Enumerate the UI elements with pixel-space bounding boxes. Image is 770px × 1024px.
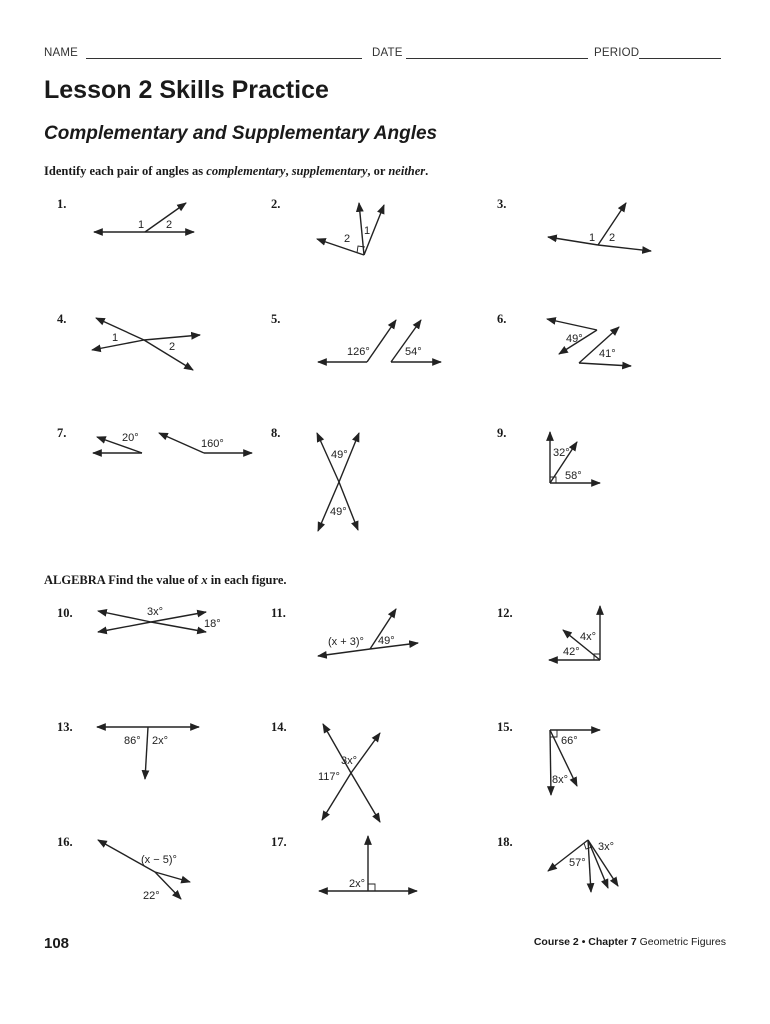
svg-text:160°: 160°	[201, 438, 224, 450]
problem-number: 7.	[57, 426, 67, 440]
figure-14	[318, 724, 380, 822]
svg-text:86°: 86°	[124, 735, 141, 747]
svg-text:49°: 49°	[331, 449, 348, 461]
name-label: NAME	[44, 47, 79, 59]
problem-number: 13.	[57, 720, 73, 734]
course-footer: Course 2 • Chapter 7 Geometric Figures	[533, 936, 726, 948]
algebra-instructions: ALGEBRA Find the value of x in each figure.	[44, 573, 287, 587]
svg-text:20°: 20°	[122, 432, 139, 444]
problem-number: 9.	[497, 426, 507, 440]
figure-15	[550, 730, 600, 795]
svg-text:8x°: 8x°	[552, 774, 569, 786]
problem-number: 16.	[57, 835, 73, 849]
page-title: Lesson 2 Skills Practice	[44, 76, 329, 104]
svg-text:1: 1	[589, 232, 596, 244]
svg-text:2: 2	[169, 341, 176, 353]
svg-text:32°: 32°	[553, 447, 570, 459]
problem-number: 5.	[271, 312, 281, 326]
svg-text:54°: 54°	[405, 346, 422, 358]
svg-text:4x°: 4x°	[580, 631, 597, 643]
problem-number: 11.	[271, 606, 286, 620]
problem-number: 2.	[271, 197, 281, 211]
problem-number: 15.	[497, 720, 513, 734]
svg-text:3x°: 3x°	[147, 606, 164, 618]
problem-number: 14.	[271, 720, 287, 734]
svg-text:(x − 5)°: (x − 5)°	[141, 854, 177, 866]
svg-text:117°: 117°	[318, 771, 340, 783]
problem-number: 18.	[497, 835, 513, 849]
svg-text:2x°: 2x°	[152, 735, 169, 747]
figure-10	[98, 606, 221, 632]
svg-text:49°: 49°	[566, 333, 583, 345]
problem-number: 17.	[271, 835, 287, 849]
svg-text:1: 1	[364, 225, 371, 237]
figure-18	[548, 840, 618, 892]
svg-text:1: 1	[112, 332, 119, 344]
svg-text:2: 2	[166, 219, 173, 231]
identify-instructions: Identify each pair of angles as complementary, supplementary, or neither.	[44, 164, 429, 178]
svg-text:58°: 58°	[565, 470, 582, 482]
svg-text:42°: 42°	[563, 646, 580, 658]
svg-text:126°: 126°	[347, 346, 370, 358]
problem-number: 12.	[497, 606, 513, 620]
svg-text:49°: 49°	[330, 506, 347, 518]
figure-13	[97, 727, 199, 779]
svg-text:41°: 41°	[599, 348, 616, 360]
svg-text:66°: 66°	[561, 735, 578, 747]
figure-17	[319, 836, 417, 891]
page-number: 108	[44, 935, 70, 952]
svg-text:(x + 3)°: (x + 3)°	[328, 636, 364, 648]
svg-text:22°: 22°	[143, 890, 160, 902]
period-label: PERIOD	[594, 47, 640, 59]
figure-12	[549, 606, 600, 660]
problem-number: 8.	[271, 426, 281, 440]
svg-text:57°: 57°	[569, 857, 586, 869]
svg-text:2x°: 2x°	[349, 878, 366, 890]
svg-text:18°: 18°	[204, 618, 221, 630]
svg-text:2: 2	[609, 232, 616, 244]
problem-number: 4.	[57, 312, 67, 326]
svg-text:2: 2	[344, 233, 351, 245]
date-label: DATE	[372, 47, 403, 59]
svg-text:3x°: 3x°	[598, 841, 615, 853]
page-subtitle: Complementary and Supplementary Angles	[44, 123, 438, 144]
problem-number: 1.	[57, 197, 67, 211]
svg-text:1: 1	[138, 219, 145, 231]
figure-11	[318, 609, 418, 656]
figure-16	[98, 840, 190, 902]
svg-text:3x°: 3x°	[341, 755, 358, 767]
problem-number: 3.	[497, 197, 507, 211]
svg-text:49°: 49°	[378, 635, 395, 647]
problem-number: 6.	[497, 312, 507, 326]
problem-number: 10.	[57, 606, 73, 620]
